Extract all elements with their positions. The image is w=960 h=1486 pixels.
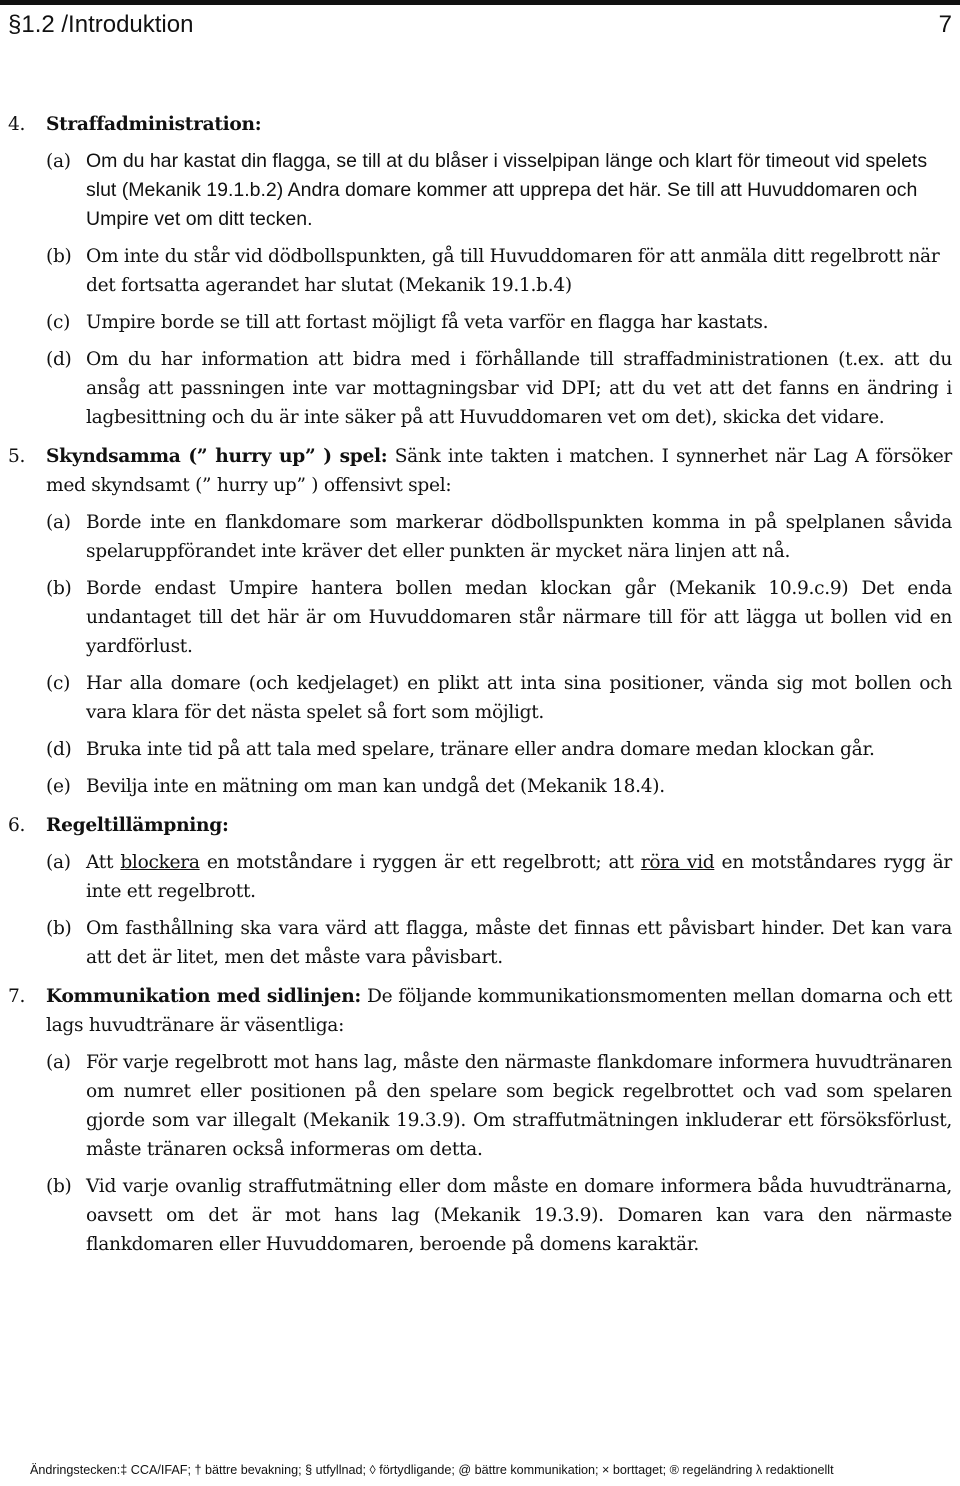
subitem-5b [46,574,952,661]
subitem-6a [46,848,952,906]
item-number: 4. [8,114,26,135]
subitem-label: (e) [46,776,71,797]
list-item-6 [8,811,952,972]
subitem-text [86,848,952,906]
text-run: en motståndares rygg är inte ett regelbrott. [86,852,952,902]
section-title: §1.2 /Introduktion [8,11,194,38]
subitem-label: (a) [46,151,71,172]
page-number: 7 [938,11,952,38]
subitem-text: Om inte du står vid dödbollspunkten, gå till Huvuddomaren för att anmäla ditt regelbrott när det fortsatta agerandet har slutat (Mekanik 19.1.b.4) [86,246,940,296]
subitem-text: Om du har information att bidra med i förhållande till straffadministrationen (t.ex. att du ansåg att passningen inte var mottagningsbar vid DPI; att du vet att det fanns en ändring i lagbesittning och du är inte säker på att Huvuddomaren vet om det), skicka det vidare. [86,349,952,428]
header-rule [0,0,960,5]
subitem-text: Bruka inte tid på att tala med spelare, tränare eller andra domare medan klockan går. [86,739,875,760]
subitem-4b [46,242,952,300]
item-number: 7. [8,986,26,1007]
subitem-label: (b) [46,246,72,267]
text-run: Att [86,852,121,873]
subitem-text: För varje regelbrott mot hans lag, måste den närmaste flankdomare informera huvudtränaren om numret eller positionen på den spelare som begick regelbrottet och vad som spelaren gjorde som var illegalt (Mekanik 19.3.9). Om straffutmätningen inkluderar ett försöksförlust, måste tränaren också informeras om detta. [86,1052,952,1160]
subitem-label: (c) [46,312,71,333]
underlined-term: blockera [120,852,200,873]
item-intro: Sänk inte takten i matchen. I synnerhet när Lag A försöker med skyndsamt (” hurry up” ) offensivt spel: [46,446,952,496]
subitem-label: (d) [46,739,72,760]
subitem-5c [46,669,952,727]
subitem-label: (a) [46,512,71,533]
text-run: en motståndare i ryggen är ett regelbrott; att [199,852,641,873]
subitem-text: Borde endast Umpire hantera bollen medan klockan går (Mekanik 10.9.c.9) Det enda undantaget till det här är om Huvuddomaren står närmare till för att lägga ut bollen vid en yardförlust. [86,578,952,657]
list-item-4 [8,110,952,432]
subitem-4c [46,308,952,337]
subitem-text: Borde inte en flankdomare som markerar dödbollspunkten komma in på spelplanen såvida spelaruppförandet inte kräver det eller punkten är mycket nära linjen att nå. [86,512,952,562]
document-body [8,110,952,1259]
subitem-5e [46,772,952,801]
subitem-label: (a) [46,1052,71,1073]
subitem-label: (b) [46,1176,72,1197]
item-number: 5. [8,446,26,467]
subitem-text: Vid varje ovanlig straffutmätning eller dom måste en domare informera båda huvudtränarna, oavsett om det är mot hans lag (Mekanik 19.3.9). Domaren kan vara den närmaste flankdomaren eller Huvuddomaren, beroende på domens karaktär. [86,1176,952,1255]
subitem-text: Bevilja inte en mätning om man kan undgå det (Mekanik 18.4). [86,776,665,797]
list-item-5 [8,442,952,801]
item-heading: Straffadministration: [46,114,262,135]
item-number: 6. [8,815,26,836]
subitem-label: (b) [46,918,72,939]
subitem-7a [46,1048,952,1164]
underlined-term: röra vid [640,852,715,873]
subitem-5d [46,735,952,764]
subitem-text: Har alla domare (och kedjelaget) en plikt att inta sina positioner, vända sig mot bollen och vara klara för det nästa spelet så fort som möjligt. [86,673,952,723]
subitem-text: Umpire borde se till att fortast möjligt få veta varför en flagga har kastats. [86,312,769,333]
item-heading: Kommunikation med sidlinjen: [46,986,361,1007]
subitem-4a [46,147,952,234]
subitem-label: (a) [46,852,71,873]
subitem-label: (d) [46,349,72,370]
subitem-text: Om fasthållning ska vara värd att flagga, måste det finnas ett påvisbart hinder. Det kan vara att det är litet, men det måste vara påvisbart. [86,918,952,968]
subitem-7b [46,1172,952,1259]
change-marks-legend: Ändringstecken:‡ CCA/IFAF; † bättre bevakning; § utfyllnad; ◊ förtydligande; @ bättre kommunikation; × borttaget; ® regeländring λ redaktionellt [30,1463,834,1477]
item-intro: De följande kommunikationsmomenten mellan domarna och ett lags huvudtränare är väsentliga: [46,986,952,1036]
item-heading: Regeltillämpning: [46,815,229,836]
subitem-5a [46,508,952,566]
subitem-label: (c) [46,673,71,694]
list-item-7 [8,982,952,1259]
subitem-text: Om du har kastat din flagga, se till at du blåser i visselpipan länge och klart för timeout vid spelets slut (Mekanik 19.1.b.2) Andra domare kommer att upprepa det här. Se till att Huvuddomaren och Umpire vet om ditt tecken. [86,150,928,230]
subitem-label: (b) [46,578,72,599]
item-heading: Skyndsamma (” hurry up” ) spel: [46,446,388,467]
subitem-4d [46,345,952,432]
subitem-6b [46,914,952,972]
running-header [8,8,952,44]
